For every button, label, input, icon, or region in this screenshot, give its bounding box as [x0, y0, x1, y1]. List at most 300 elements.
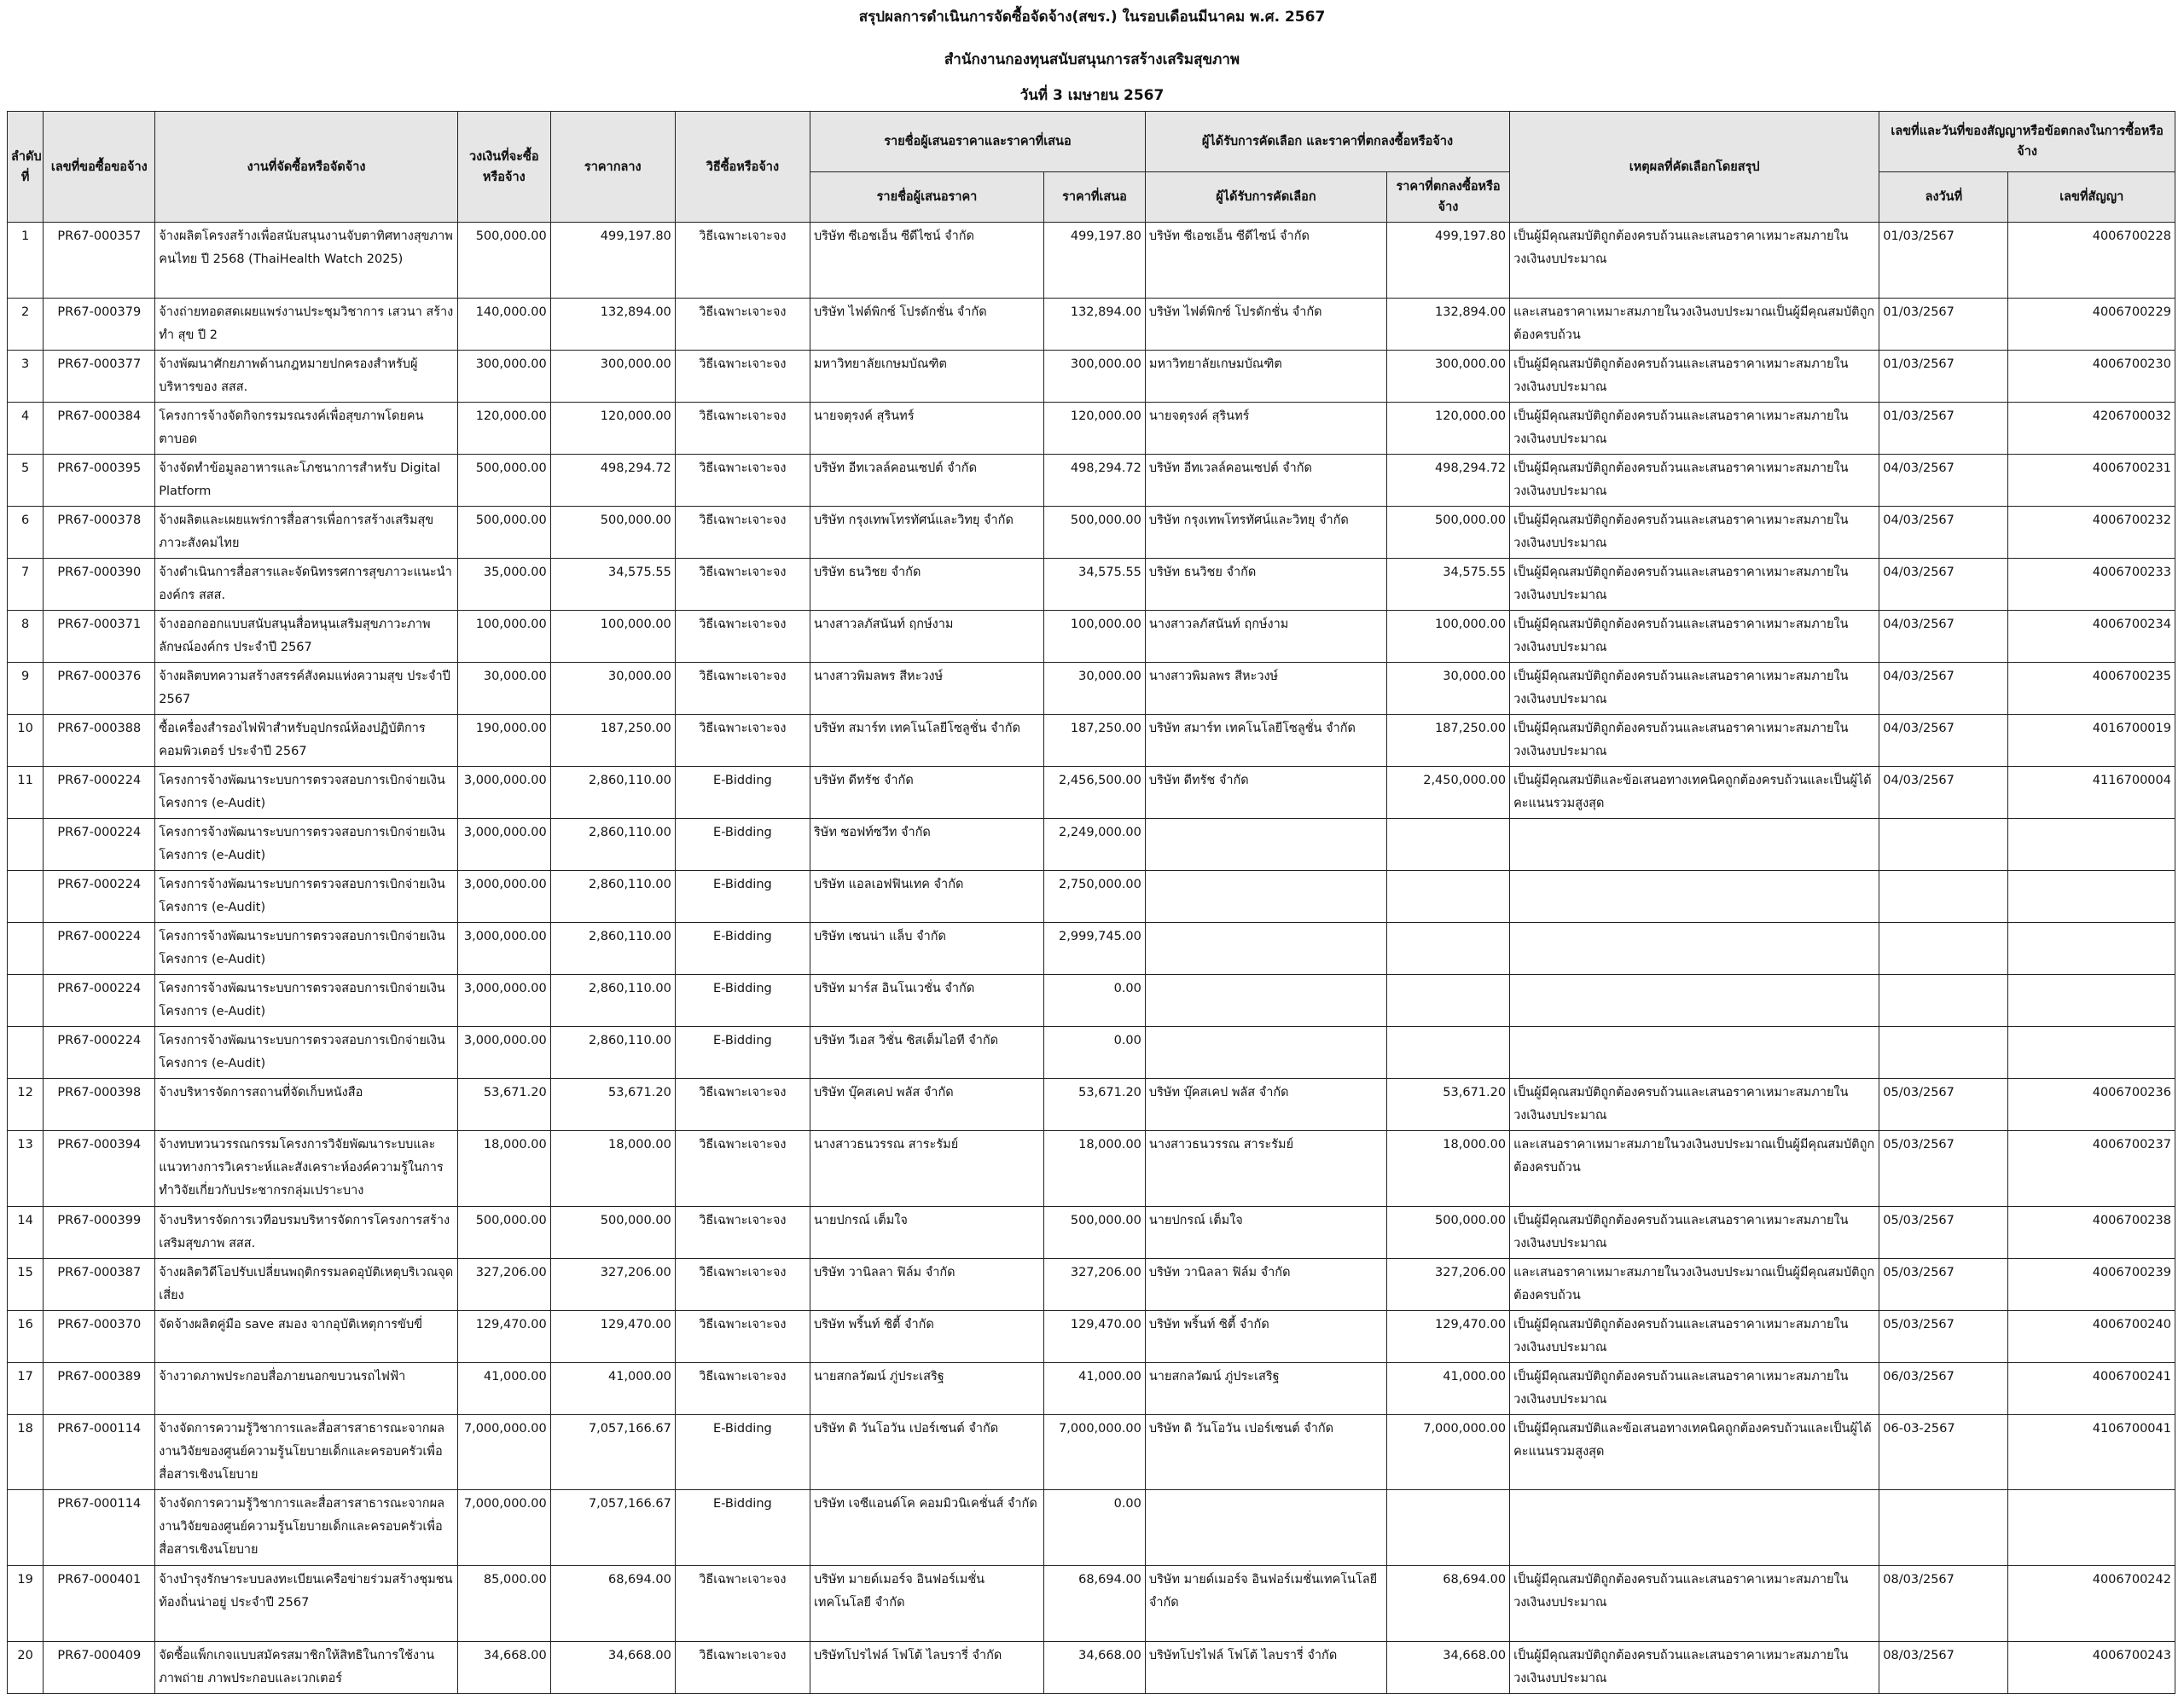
table-body: [8, 223, 2175, 1694]
table-row: [8, 819, 2175, 871]
cell-selected-name: บริษัท พริ้นท์ ซิตี้ จำกัด: [1145, 1311, 1386, 1363]
cell-median-price: 30,000.00: [550, 663, 675, 715]
cell-work: โครงการจ้างพัฒนาระบบการตรวจสอบการเบิกจ่ายเงินโครงการ (e-Audit): [155, 923, 458, 975]
cell-no: 7: [8, 559, 44, 611]
cell-no: 4: [8, 403, 44, 455]
table-row: [8, 1566, 2175, 1642]
cell-bidder-name: บริษัท ไฟต์พิกซ์ โปรดักชั่น จำกัด: [810, 299, 1043, 351]
cell-method: วิธีเฉพาะเจาะจง: [675, 1079, 810, 1131]
table-row: [8, 1311, 2175, 1363]
cell-method: วิธีเฉพาะเจาะจง: [675, 1311, 810, 1363]
cell-req-no: PR67-000377: [44, 351, 155, 403]
cell-no: 13: [8, 1131, 44, 1207]
cell-agreed-price: 68,694.00: [1387, 1566, 1510, 1642]
cell-contract-no: 4006700237: [2008, 1131, 2175, 1207]
cell-contract-date: 08/03/2567: [1879, 1566, 2008, 1642]
cell-selected-name: บริษัท ดีทรัช จำกัด: [1145, 767, 1386, 819]
cell-bidder-name: มหาวิทยาลัยเกษมบัณฑิต: [810, 351, 1043, 403]
cell-agreed-price: 100,000.00: [1387, 611, 1510, 663]
cell-contract-no: [2008, 923, 2175, 975]
document-title: สรุปผลการดำเนินการจัดซื้อจัดจ้าง(สขร.) ในรอบเดือนมีนาคม พ.ศ. 2567: [858, 9, 1326, 26]
cell-budget: 34,668.00: [457, 1642, 550, 1694]
cell-selected-name: [1145, 975, 1386, 1027]
cell-reason: [1510, 975, 1879, 1027]
cell-method: วิธีเฉพาะเจาะจง: [675, 559, 810, 611]
col-header-budget: วงเงินที่จะซื้อหรือจ้าง: [457, 112, 550, 223]
cell-agreed-price: 30,000.00: [1387, 663, 1510, 715]
table-header: [8, 112, 2175, 223]
cell-reason: เป็นผู้มีคุณสมบัติถูกต้องครบถ้วนและเสนอราคาเหมาะสมภายในวงเงินงบประมาณ: [1510, 1642, 1879, 1694]
cell-budget: 41,000.00: [457, 1363, 550, 1415]
cell-reason: เป็นผู้มีคุณสมบัติถูกต้องครบถ้วนและเสนอราคาเหมาะสมภายในวงเงินงบประมาณ: [1510, 559, 1879, 611]
cell-contract-date: 04/03/2567: [1879, 455, 2008, 507]
cell-bidder-name: บริษัท วีเอส วิชั่น ซิสเต็มไอที จำกัด: [810, 1027, 1043, 1079]
cell-agreed-price: 132,894.00: [1387, 299, 1510, 351]
cell-median-price: 120,000.00: [550, 403, 675, 455]
cell-budget: 140,000.00: [457, 299, 550, 351]
cell-median-price: 2,860,110.00: [550, 819, 675, 871]
cell-median-price: 34,575.55: [550, 559, 675, 611]
cell-no: 2: [8, 299, 44, 351]
cell-no: 6: [8, 507, 44, 559]
cell-req-no: PR67-000224: [44, 767, 155, 819]
cell-bid-price: 132,894.00: [1044, 299, 1146, 351]
cell-budget: 300,000.00: [457, 351, 550, 403]
cell-median-price: 500,000.00: [550, 507, 675, 559]
cell-contract-no: [2008, 819, 2175, 871]
cell-agreed-price: 120,000.00: [1387, 403, 1510, 455]
cell-bidder-name: บริษัท มายด์เมอร์จ อินฟอร์เมชั่นเทคโนโลยี จำกัด: [810, 1566, 1043, 1642]
cell-no: 8: [8, 611, 44, 663]
cell-req-no: PR67-000409: [44, 1642, 155, 1694]
cell-no: 3: [8, 351, 44, 403]
cell-method: วิธีเฉพาะเจาะจง: [675, 663, 810, 715]
cell-selected-name: บริษัท สมาร์ท เทคโนโลยีโซลูชั่น จำกัด: [1145, 715, 1386, 767]
cell-no: 1: [8, 223, 44, 299]
cell-work: จ้างบำรุงรักษาระบบลงทะเบียนเครือข่ายร่วมสร้างชุมชนท้องถิ่นน่าอยู่ ประจำปี 2567: [155, 1566, 458, 1642]
cell-contract-date: 01/03/2567: [1879, 351, 2008, 403]
cell-bid-price: 41,000.00: [1044, 1363, 1146, 1415]
cell-bid-price: 68,694.00: [1044, 1566, 1146, 1642]
table-row: [8, 871, 2175, 923]
cell-work: จัดซื้อแพ็กเกจแบบสมัครสมาชิกให้สิทธิในการใช้งานภาพถ่าย ภาพประกอบและเวกเตอร์: [155, 1642, 458, 1694]
cell-work: โครงการจ้างพัฒนาระบบการตรวจสอบการเบิกจ่ายเงินโครงการ (e-Audit): [155, 1027, 458, 1079]
cell-budget: 30,000.00: [457, 663, 550, 715]
col-header-req-no: เลขที่ขอซื้อขอจ้าง: [44, 112, 155, 223]
cell-work: จ้างผลิตวิดีโอปรับเปลี่ยนพฤติกรรมลดอุบัติเหตุบริเวณจุดเสี่ยง: [155, 1259, 458, 1311]
cell-bid-price: 100,000.00: [1044, 611, 1146, 663]
cell-reason: [1510, 923, 1879, 975]
cell-agreed-price: 7,000,000.00: [1387, 1415, 1510, 1490]
cell-bidder-name: บริษัท ดีทรัช จำกัด: [810, 767, 1043, 819]
table-row: [8, 1363, 2175, 1415]
cell-selected-name: บริษัท มายด์เมอร์จ อินฟอร์เมชั่นเทคโนโลยี จำกัด: [1145, 1566, 1386, 1642]
cell-bidder-name: บริษัท มาร์ส อินโนเวชั่น จำกัด: [810, 975, 1043, 1027]
cell-contract-no: 4006700240: [2008, 1311, 2175, 1363]
cell-no: [8, 1490, 44, 1566]
cell-bidder-name: บริษัท พริ้นท์ ซิตี้ จำกัด: [810, 1311, 1043, 1363]
cell-contract-date: [1879, 1490, 2008, 1566]
cell-work: โครงการจ้างพัฒนาระบบการตรวจสอบการเบิกจ่ายเงินโครงการ (e-Audit): [155, 975, 458, 1027]
table-row: [8, 455, 2175, 507]
cell-reason: เป็นผู้มีคุณสมบัติถูกต้องครบถ้วนและเสนอราคาเหมาะสมภายในวงเงินงบประมาณ: [1510, 1079, 1879, 1131]
cell-budget: 3,000,000.00: [457, 819, 550, 871]
cell-method: วิธีเฉพาะเจาะจง: [675, 715, 810, 767]
cell-req-no: PR67-000389: [44, 1363, 155, 1415]
table-row: [8, 715, 2175, 767]
cell-selected-name: [1145, 1490, 1386, 1566]
cell-reason: เป็นผู้มีคุณสมบัติถูกต้องครบถ้วนและเสนอราคาเหมาะสมภายในวงเงินงบประมาณ: [1510, 403, 1879, 455]
cell-median-price: 2,860,110.00: [550, 975, 675, 1027]
cell-reason: เป็นผู้มีคุณสมบัติและข้อเสนอทางเทคนิคถูกต้องครบถ้วนและเป็นผู้ได้คะแนนรวมสูงสุด: [1510, 767, 1879, 819]
cell-contract-date: 01/03/2567: [1879, 223, 2008, 299]
cell-req-no: PR67-000224: [44, 871, 155, 923]
cell-budget: 500,000.00: [457, 1207, 550, 1259]
cell-contract-no: 4016700019: [2008, 715, 2175, 767]
cell-selected-name: มหาวิทยาลัยเกษมบัณฑิต: [1145, 351, 1386, 403]
cell-work: จ้างผลิตบทความสร้างสรรค์สังคมแห่งความสุข ประจำปี 2567: [155, 663, 458, 715]
table-row: [8, 1131, 2175, 1207]
cell-no: 16: [8, 1311, 44, 1363]
cell-median-price: 498,294.72: [550, 455, 675, 507]
table-row: [8, 1259, 2175, 1311]
col-header-contract-no: เลขที่สัญญา: [2008, 172, 2175, 223]
cell-median-price: 187,250.00: [550, 715, 675, 767]
cell-median-price: 7,057,166.67: [550, 1415, 675, 1490]
cell-reason: เป็นผู้มีคุณสมบัติถูกต้องครบถ้วนและเสนอราคาเหมาะสมภายในวงเงินงบประมาณ: [1510, 1207, 1879, 1259]
cell-reason: [1510, 1490, 1879, 1566]
cell-bid-price: 34,668.00: [1044, 1642, 1146, 1694]
cell-bidder-name: บริษัท เจซีแอนด์โค คอมมิวนิเคชั่นส์ จำกัด: [810, 1490, 1043, 1566]
cell-median-price: 132,894.00: [550, 299, 675, 351]
cell-bid-price: 2,456,500.00: [1044, 767, 1146, 819]
cell-selected-name: บริษัท กรุงเทพโทรทัศน์และวิทยุ จำกัด: [1145, 507, 1386, 559]
cell-bid-price: 499,197.80: [1044, 223, 1146, 299]
cell-bidder-name: นางสาวลภัสนันท์ ฤกษ์งาม: [810, 611, 1043, 663]
cell-req-no: PR67-000398: [44, 1079, 155, 1131]
table-row: [8, 403, 2175, 455]
cell-agreed-price: 500,000.00: [1387, 507, 1510, 559]
cell-req-no: PR67-000376: [44, 663, 155, 715]
cell-contract-date: [1879, 819, 2008, 871]
cell-contract-date: 01/03/2567: [1879, 299, 2008, 351]
cell-req-no: PR67-000378: [44, 507, 155, 559]
cell-budget: 7,000,000.00: [457, 1490, 550, 1566]
cell-contract-no: 4006700231: [2008, 455, 2175, 507]
cell-budget: 3,000,000.00: [457, 767, 550, 819]
cell-method: วิธีเฉพาะเจาะจง: [675, 455, 810, 507]
cell-no: 19: [8, 1566, 44, 1642]
cell-contract-no: 4106700041: [2008, 1415, 2175, 1490]
cell-budget: 53,671.20: [457, 1079, 550, 1131]
cell-agreed-price: 2,450,000.00: [1387, 767, 1510, 819]
cell-median-price: 41,000.00: [550, 1363, 675, 1415]
cell-work: จัดจ้างผลิตคู่มือ save สมอง จากอุบัติเหตุการขับขี่: [155, 1311, 458, 1363]
cell-bidder-name: บริษัท ซีเอชเอ็น ซีดีไซน์ จำกัด: [810, 223, 1043, 299]
cell-contract-date: [1879, 1027, 2008, 1079]
cell-req-no: PR67-000370: [44, 1311, 155, 1363]
cell-req-no: PR67-000114: [44, 1415, 155, 1490]
cell-work: จ้างผลิตโครงสร้างเพื่อสนับสนุนงานจับตาทิศทางสุขภาพคนไทย ปี 2568 (ThaiHealth Watch 2025): [155, 223, 458, 299]
cell-method: วิธีเฉพาะเจาะจง: [675, 351, 810, 403]
cell-agreed-price: 500,000.00: [1387, 1207, 1510, 1259]
cell-work: จ้างดำเนินการสื่อสารและจัดนิทรรศการสุขภาวะแนะนำองค์กร สสส.: [155, 559, 458, 611]
col-header-method: วิธีซื้อหรือจ้าง: [675, 112, 810, 223]
cell-bid-price: 0.00: [1044, 1027, 1146, 1079]
cell-budget: 190,000.00: [457, 715, 550, 767]
cell-method: วิธีเฉพาะเจาะจง: [675, 223, 810, 299]
cell-bidder-name: บริษัท สมาร์ท เทคโนโลยีโซลูชั่น จำกัด: [810, 715, 1043, 767]
table-row: [8, 299, 2175, 351]
cell-bid-price: 327,206.00: [1044, 1259, 1146, 1311]
cell-selected-name: [1145, 1027, 1386, 1079]
cell-req-no: PR67-000399: [44, 1207, 155, 1259]
cell-method: วิธีเฉพาะเจาะจง: [675, 1642, 810, 1694]
cell-method: วิธีเฉพาะเจาะจง: [675, 507, 810, 559]
cell-contract-date: 05/03/2567: [1879, 1207, 2008, 1259]
cell-reason: เป็นผู้มีคุณสมบัติถูกต้องครบถ้วนและเสนอราคาเหมาะสมภายในวงเงินงบประมาณ: [1510, 1566, 1879, 1642]
cell-budget: 85,000.00: [457, 1566, 550, 1642]
cell-median-price: 18,000.00: [550, 1131, 675, 1207]
cell-contract-date: 01/03/2567: [1879, 403, 2008, 455]
cell-method: E-Bidding: [675, 767, 810, 819]
table-row: [8, 507, 2175, 559]
cell-selected-name: บริษัท อีทเวลล์คอนเซปต์ จำกัด: [1145, 455, 1386, 507]
cell-req-no: PR67-000224: [44, 975, 155, 1027]
cell-selected-name: บริษัท ซีเอชเอ็น ซีดีไซน์ จำกัด: [1145, 223, 1386, 299]
col-header-contract-group: เลขที่และวันที่ของสัญญาหรือข้อตกลงในการซื้อหรือจ้าง: [1879, 112, 2175, 172]
cell-bid-price: 2,249,000.00: [1044, 819, 1146, 871]
cell-bidder-name: บริษัทโปรไฟล์ โฟโต้ ไลบรารี่ จำกัด: [810, 1642, 1043, 1694]
cell-contract-no: 4006700228: [2008, 223, 2175, 299]
table-row: [8, 223, 2175, 299]
cell-bidder-name: นางสาวธนวรรณ สาระรัมย์: [810, 1131, 1043, 1207]
cell-contract-no: [2008, 1027, 2175, 1079]
cell-bid-price: 0.00: [1044, 1490, 1146, 1566]
cell-bid-price: 2,999,745.00: [1044, 923, 1146, 975]
cell-budget: 500,000.00: [457, 507, 550, 559]
cell-budget: 35,000.00: [457, 559, 550, 611]
cell-req-no: PR67-000224: [44, 923, 155, 975]
cell-bidder-name: นางสาวพิมลพร สีหะวงษ์: [810, 663, 1043, 715]
cell-req-no: PR67-000114: [44, 1490, 155, 1566]
cell-work: จ้างบริหารจัดการสถานที่จัดเก็บหนังสือ: [155, 1079, 458, 1131]
cell-req-no: PR67-000384: [44, 403, 155, 455]
cell-selected-name: นางสาวธนวรรณ สาระรัมย์: [1145, 1131, 1386, 1207]
cell-no: [8, 923, 44, 975]
col-header-agreed-price: ราคาที่ตกลงซื้อหรือจ้าง: [1387, 172, 1510, 223]
cell-budget: 129,470.00: [457, 1311, 550, 1363]
cell-median-price: 34,668.00: [550, 1642, 675, 1694]
cell-bid-price: 498,294.72: [1044, 455, 1146, 507]
cell-no: 14: [8, 1207, 44, 1259]
cell-method: วิธีเฉพาะเจาะจง: [675, 611, 810, 663]
cell-no: [8, 819, 44, 871]
cell-bidder-name: บริษัท ธนวิชย จำกัด: [810, 559, 1043, 611]
cell-selected-name: บริษัทโปรไฟล์ โฟโต้ ไลบรารี่ จำกัด: [1145, 1642, 1386, 1694]
col-header-selected-name: ผู้ได้รับการคัดเลือก: [1145, 172, 1386, 223]
table-row: [8, 1079, 2175, 1131]
cell-agreed-price: 327,206.00: [1387, 1259, 1510, 1311]
cell-req-no: PR67-000390: [44, 559, 155, 611]
cell-agreed-price: 498,294.72: [1387, 455, 1510, 507]
cell-budget: 18,000.00: [457, 1131, 550, 1207]
cell-method: วิธีเฉพาะเจาะจง: [675, 299, 810, 351]
cell-work: จ้างจัดทำข้อมูลอาหารและโภชนาการสำหรับ Digital Platform: [155, 455, 458, 507]
cell-reason: เป็นผู้มีคุณสมบัติถูกต้องครบถ้วนและเสนอราคาเหมาะสมภายในวงเงินงบประมาณ: [1510, 223, 1879, 299]
cell-no: 5: [8, 455, 44, 507]
cell-contract-no: 4006700235: [2008, 663, 2175, 715]
col-header-bid-price: ราคาที่เสนอ: [1044, 172, 1146, 223]
cell-bidder-name: ริษัท ซอฟท์ซวีท จำกัด: [810, 819, 1043, 871]
cell-median-price: 499,197.80: [550, 223, 675, 299]
cell-selected-name: [1145, 819, 1386, 871]
cell-req-no: PR67-000371: [44, 611, 155, 663]
cell-bidder-name: นายจตุรงค์ สุรินทร์: [810, 403, 1043, 455]
cell-method: วิธีเฉพาะเจาะจง: [675, 1566, 810, 1642]
cell-agreed-price: [1387, 975, 1510, 1027]
cell-agreed-price: [1387, 1490, 1510, 1566]
cell-reason: เป็นผู้มีคุณสมบัติและข้อเสนอทางเทคนิคถูกต้องครบถ้วนและเป็นผู้ได้คะแนนรวมสูงสุด: [1510, 1415, 1879, 1490]
cell-median-price: 327,206.00: [550, 1259, 675, 1311]
cell-req-no: PR67-000395: [44, 455, 155, 507]
cell-work: จ้างผลิตและเผยแพร่การสื่อสารเพื่อการสร้างเสริมสุขภาวะสังคมไทย: [155, 507, 458, 559]
cell-contract-no: [2008, 871, 2175, 923]
cell-contract-date: 06-03-2567: [1879, 1415, 2008, 1490]
cell-contract-date: 06/03/2567: [1879, 1363, 2008, 1415]
cell-method: E-Bidding: [675, 819, 810, 871]
cell-req-no: PR67-000357: [44, 223, 155, 299]
cell-reason: เป็นผู้มีคุณสมบัติถูกต้องครบถ้วนและเสนอราคาเหมาะสมภายในวงเงินงบประมาณ: [1510, 351, 1879, 403]
cell-contract-no: 4206700032: [2008, 403, 2175, 455]
cell-bid-price: 0.00: [1044, 975, 1146, 1027]
cell-agreed-price: 129,470.00: [1387, 1311, 1510, 1363]
cell-contract-date: 08/03/2567: [1879, 1642, 2008, 1694]
cell-contract-no: 4006700238: [2008, 1207, 2175, 1259]
cell-method: E-Bidding: [675, 923, 810, 975]
cell-agreed-price: [1387, 1027, 1510, 1079]
cell-no: 11: [8, 767, 44, 819]
cell-contract-no: 4006700239: [2008, 1259, 2175, 1311]
cell-work: จ้างวาดภาพประกอบสื่อภายนอกขบวนรถไฟฟ้า: [155, 1363, 458, 1415]
table-row: [8, 663, 2175, 715]
cell-budget: 100,000.00: [457, 611, 550, 663]
cell-contract-no: 4006700241: [2008, 1363, 2175, 1415]
cell-no: [8, 975, 44, 1027]
table-row: [8, 923, 2175, 975]
cell-req-no: PR67-000388: [44, 715, 155, 767]
cell-work: จ้างจัดการความรู้วิชาการและสื่อสารสาธารณะจากผลงานวิจัยของศูนย์ความรู้นโยบายเด็กและครอบครัวเพื่อสื่อสารเชิงนโยบาย: [155, 1415, 458, 1490]
cell-contract-date: 05/03/2567: [1879, 1311, 2008, 1363]
cell-no: 20: [8, 1642, 44, 1694]
cell-bidder-name: นายสกลวัฒน์ ภู่ประเสริฐ: [810, 1363, 1043, 1415]
table-row: [8, 1642, 2175, 1694]
cell-contract-no: 4006700232: [2008, 507, 2175, 559]
cell-contract-date: 04/03/2567: [1879, 715, 2008, 767]
cell-work: จ้างบริหารจัดการเวทีอบรมบริหารจัดการโครงการสร้างเสริมสุขภาพ สสส.: [155, 1207, 458, 1259]
procurement-table: [7, 111, 2175, 1694]
cell-agreed-price: [1387, 819, 1510, 871]
cell-selected-name: นายสกลวัฒน์ ภู่ประเสริฐ: [1145, 1363, 1386, 1415]
cell-budget: 3,000,000.00: [457, 923, 550, 975]
cell-agreed-price: 53,671.20: [1387, 1079, 1510, 1131]
cell-contract-no: 4006700242: [2008, 1566, 2175, 1642]
cell-bid-price: 2,750,000.00: [1044, 871, 1146, 923]
cell-reason: และเสนอราคาเหมาะสมภายในวงเงินงบประมาณเป็นผู้มีคุณสมบัติถูกต้องครบถ้วน: [1510, 1259, 1879, 1311]
cell-selected-name: นายปกรณ์ เต็มใจ: [1145, 1207, 1386, 1259]
cell-method: E-Bidding: [675, 1415, 810, 1490]
table-row: [8, 559, 2175, 611]
cell-selected-name: บริษัท วานิลลา ฟิล์ม จำกัด: [1145, 1259, 1386, 1311]
cell-selected-name: บริษัท ธนวิชย จำกัด: [1145, 559, 1386, 611]
cell-reason: เป็นผู้มีคุณสมบัติถูกต้องครบถ้วนและเสนอราคาเหมาะสมภายในวงเงินงบประมาณ: [1510, 663, 1879, 715]
cell-reason: [1510, 871, 1879, 923]
cell-work: โครงการจ้างจัดกิจกรรมรณรงค์เพื่อสุขภาพโดยคนตาบอด: [155, 403, 458, 455]
cell-no: 10: [8, 715, 44, 767]
cell-contract-date: 04/03/2567: [1879, 611, 2008, 663]
cell-selected-name: นางสาวลภัสนันท์ ฤกษ์งาม: [1145, 611, 1386, 663]
cell-selected-name: นายจตุรงค์ สุรินทร์: [1145, 403, 1386, 455]
cell-reason: เป็นผู้มีคุณสมบัติถูกต้องครบถ้วนและเสนอราคาเหมาะสมภายในวงเงินงบประมาณ: [1510, 1363, 1879, 1415]
cell-median-price: 7,057,166.67: [550, 1490, 675, 1566]
cell-budget: 500,000.00: [457, 223, 550, 299]
table-row: [8, 767, 2175, 819]
cell-median-price: 129,470.00: [550, 1311, 675, 1363]
cell-bidder-name: บริษัท ดิ วันโอวัน เปอร์เซนต์ จำกัด: [810, 1415, 1043, 1490]
table-row: [8, 351, 2175, 403]
cell-median-price: 100,000.00: [550, 611, 675, 663]
cell-work: ซื้อเครื่องสำรองไฟฟ้าสำหรับอุปกรณ์ห้องปฏิบัติการคอมพิวเตอร์ ประจำปี 2567: [155, 715, 458, 767]
col-header-no: ลำดับที่: [8, 112, 44, 223]
cell-work: จ้างทบทวนวรรณกรรมโครงการวิจัยพัฒนาระบบและแนวทางการวิเคราะห์และสังเคราะห์องค์ความรู้ในการทำวิจัยเกี่ยวกับประชากรกลุ่มเปราะบาง: [155, 1131, 458, 1207]
cell-reason: เป็นผู้มีคุณสมบัติถูกต้องครบถ้วนและเสนอราคาเหมาะสมภายในวงเงินงบประมาณ: [1510, 715, 1879, 767]
cell-median-price: 2,860,110.00: [550, 871, 675, 923]
document-date: วันที่ 3 เมษายน 2567: [1019, 87, 1165, 104]
cell-contract-date: 04/03/2567: [1879, 663, 2008, 715]
cell-bid-price: 53,671.20: [1044, 1079, 1146, 1131]
cell-bid-price: 500,000.00: [1044, 507, 1146, 559]
cell-bidder-name: บริษัท แอลเอฟฟินเทค จำกัด: [810, 871, 1043, 923]
cell-selected-name: บริษัท ดิ วันโอวัน เปอร์เซนต์ จำกัด: [1145, 1415, 1386, 1490]
cell-reason: เป็นผู้มีคุณสมบัติถูกต้องครบถ้วนและเสนอราคาเหมาะสมภายในวงเงินงบประมาณ: [1510, 507, 1879, 559]
cell-no: 18: [8, 1415, 44, 1490]
col-header-contract-date: ลงวันที่: [1879, 172, 2008, 223]
cell-budget: 3,000,000.00: [457, 1027, 550, 1079]
cell-bid-price: 30,000.00: [1044, 663, 1146, 715]
cell-no: 15: [8, 1259, 44, 1311]
cell-contract-date: 04/03/2567: [1879, 767, 2008, 819]
cell-median-price: 68,694.00: [550, 1566, 675, 1642]
cell-contract-no: 4006700233: [2008, 559, 2175, 611]
cell-bid-price: 129,470.00: [1044, 1311, 1146, 1363]
cell-work: โครงการจ้างพัฒนาระบบการตรวจสอบการเบิกจ่ายเงินโครงการ (e-Audit): [155, 819, 458, 871]
cell-budget: 7,000,000.00: [457, 1415, 550, 1490]
cell-method: วิธีเฉพาะเจาะจง: [675, 1131, 810, 1207]
cell-contract-no: 4006700229: [2008, 299, 2175, 351]
cell-reason: และเสนอราคาเหมาะสมภายในวงเงินงบประมาณเป็นผู้มีคุณสมบัติถูกต้องครบถ้วน: [1510, 299, 1879, 351]
cell-method: E-Bidding: [675, 975, 810, 1027]
table-row: [8, 1027, 2175, 1079]
cell-bid-price: 500,000.00: [1044, 1207, 1146, 1259]
cell-contract-date: 04/03/2567: [1879, 559, 2008, 611]
cell-contract-no: 4116700004: [2008, 767, 2175, 819]
cell-bidder-name: บริษัท บุ๊คสเคป พลัส จำกัด: [810, 1079, 1043, 1131]
cell-agreed-price: 499,197.80: [1387, 223, 1510, 299]
cell-budget: 3,000,000.00: [457, 975, 550, 1027]
cell-contract-date: [1879, 871, 2008, 923]
cell-bid-price: 187,250.00: [1044, 715, 1146, 767]
cell-selected-name: นางสาวพิมลพร สีหะวงษ์: [1145, 663, 1386, 715]
